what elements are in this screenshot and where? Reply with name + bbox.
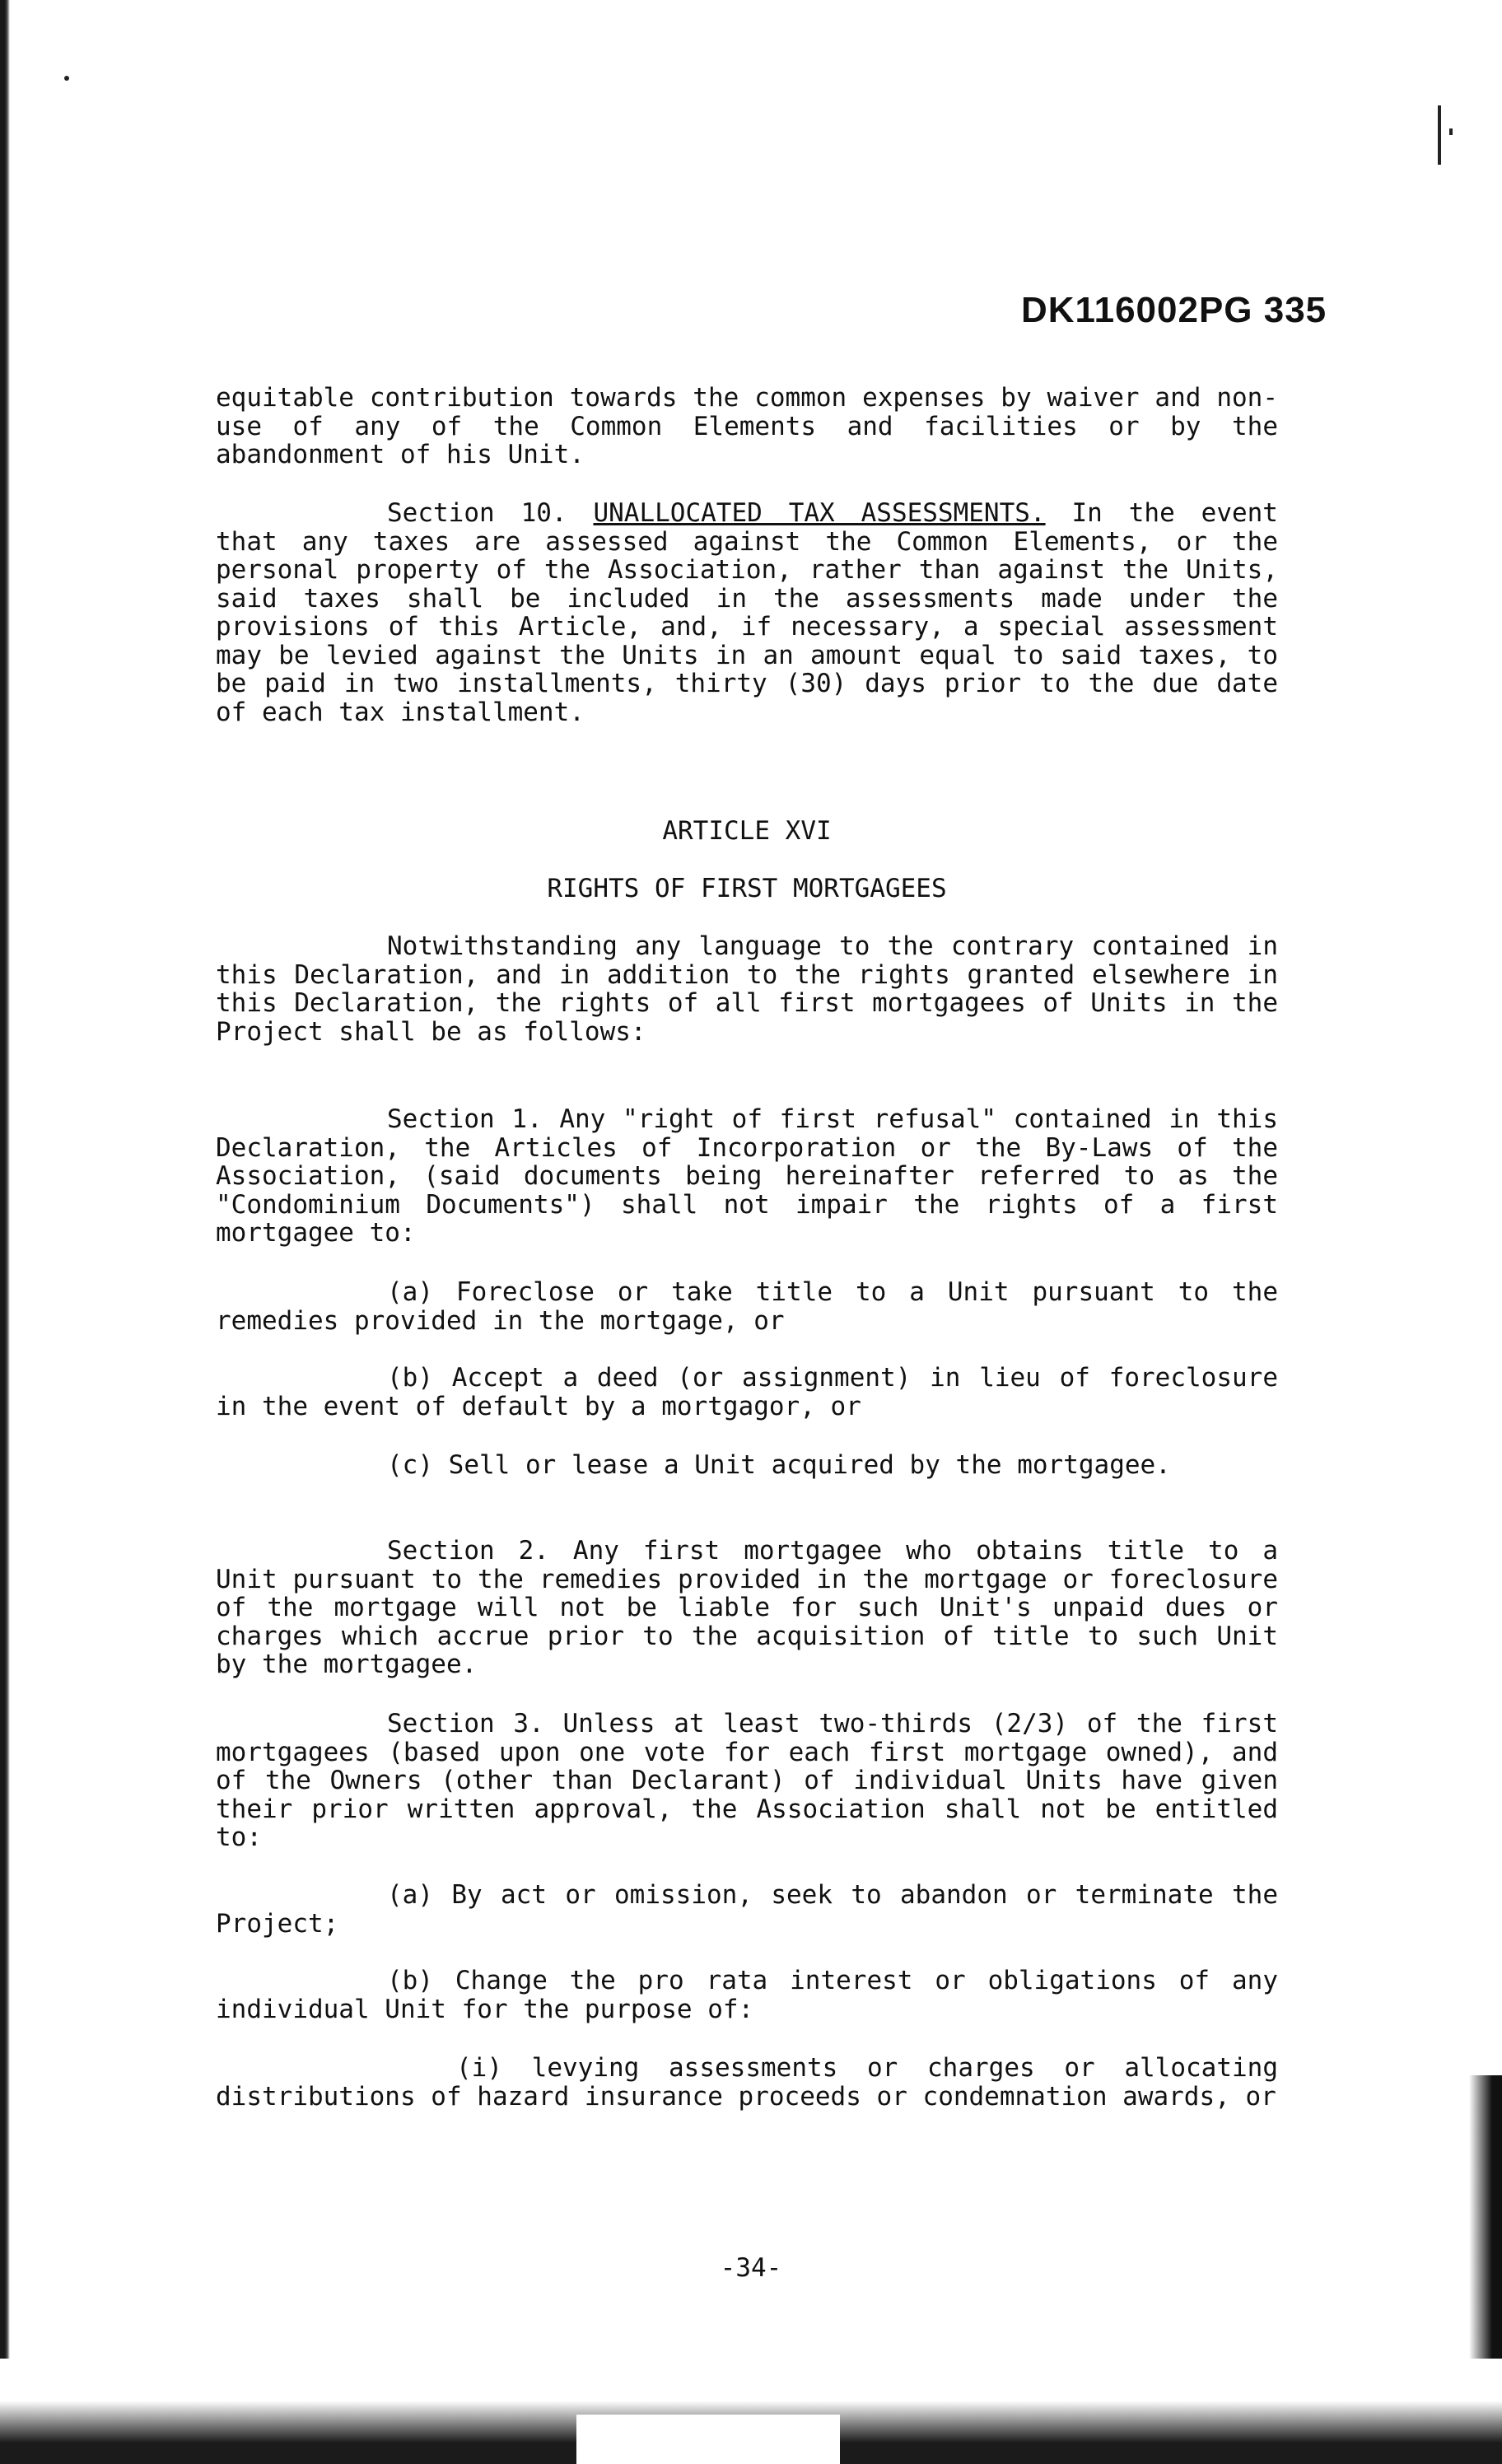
paragraph-section-2: Section 2. Any first mortgagee who obtains title to a Unit pursuant to the remedies provided in the mortgage or foreclosure of the mortgage will not be liable for such Unit's unpaid dues or charges which accrue prior to the acquisition of title to such Unit by the mortgagee. xyxy=(216,1536,1278,1679)
paragraph-intro: Notwithstanding any language to the contrary contained in this Declaration, and in addition to the rights granted elsewhere in this Declaration, the rights of all first mortgagees of Units in the Project shall be as follows: xyxy=(216,931,1278,1047)
scan-bottom-notch xyxy=(576,2415,840,2464)
paragraph-sub-a: (a) By act or omission, seek to abandon or terminate the Project; xyxy=(216,1880,1278,1939)
paragraph-section-1: Section 1. Any "right of first refusal" contained in this Declaration, the Articles of Incorporation or the By-Laws of the Association, (said documents being hereinafter referred to as the "Condominium Documents") shall not impair the rights of a first mortgagee to: xyxy=(216,1104,1278,1248)
article-subheading: RIGHTS OF FIRST MORTGAGEES xyxy=(547,874,947,903)
scan-edge-tick xyxy=(1449,128,1453,135)
paragraph-sub-b-i: (i) levying assessments or charges or allocating distributions of hazard insurance proceeds or condemnation awards, or xyxy=(216,2053,1278,2112)
article-heading: ARTICLE XVI xyxy=(662,816,832,846)
document-record-number: DK116002PG 335 xyxy=(1021,290,1327,330)
paragraph-section-3: Section 3. Unless at least two-thirds (2/3) of the first mortgagees (based upon one vote for each first mortgage owned), and of the Owners (other than Declarant) of individual Units have given their prior written approval, the Association shall not be entitled to: xyxy=(216,1709,1278,1852)
paragraph-sub-b: (b) Change the pro rata interest or obligations of any individual Unit for the purpose of: xyxy=(216,1966,1278,2024)
section-10-title: UNALLOCATED TAX ASSESSMENTS. xyxy=(593,498,1046,528)
section-10-body: In the event that any taxes are assessed against the Common Elements, or the personal property of the Association, rather than against the Units, said taxes shall be included in the assessments made under the provisions of this Article, and, if necessary, a special assessment may be levied against the Units in an amount equal to said taxes, to be paid in two installments, thirty (30) days prior to the due date of each tax installment. xyxy=(216,498,1278,727)
paragraph-continuation: equitable contribution towards the common expenses by waiver and non-use of any of the Common Elements and facilities or by the abandonment of his Unit. xyxy=(216,383,1278,469)
scan-left-edge xyxy=(0,0,10,2464)
paragraph-item-c: (c) Sell or lease a Unit acquired by the mortgagee. xyxy=(387,1450,1171,1480)
section-10-prefix: Section 10. xyxy=(387,498,567,528)
paragraph-item-a: (a) Foreclose or take title to a Unit pursuant to the remedies provided in the mortgage, or xyxy=(216,1277,1278,1336)
page-number: -34- xyxy=(720,2253,782,2283)
paragraph-section-10 xyxy=(216,499,1278,726)
scan-dust-mark xyxy=(64,76,69,81)
paragraph-item-b: (b) Accept a deed (or assignment) in lieu of foreclosure in the event of default by a mortgagor, or xyxy=(216,1363,1278,1421)
scan-edge-mark xyxy=(1438,105,1441,165)
